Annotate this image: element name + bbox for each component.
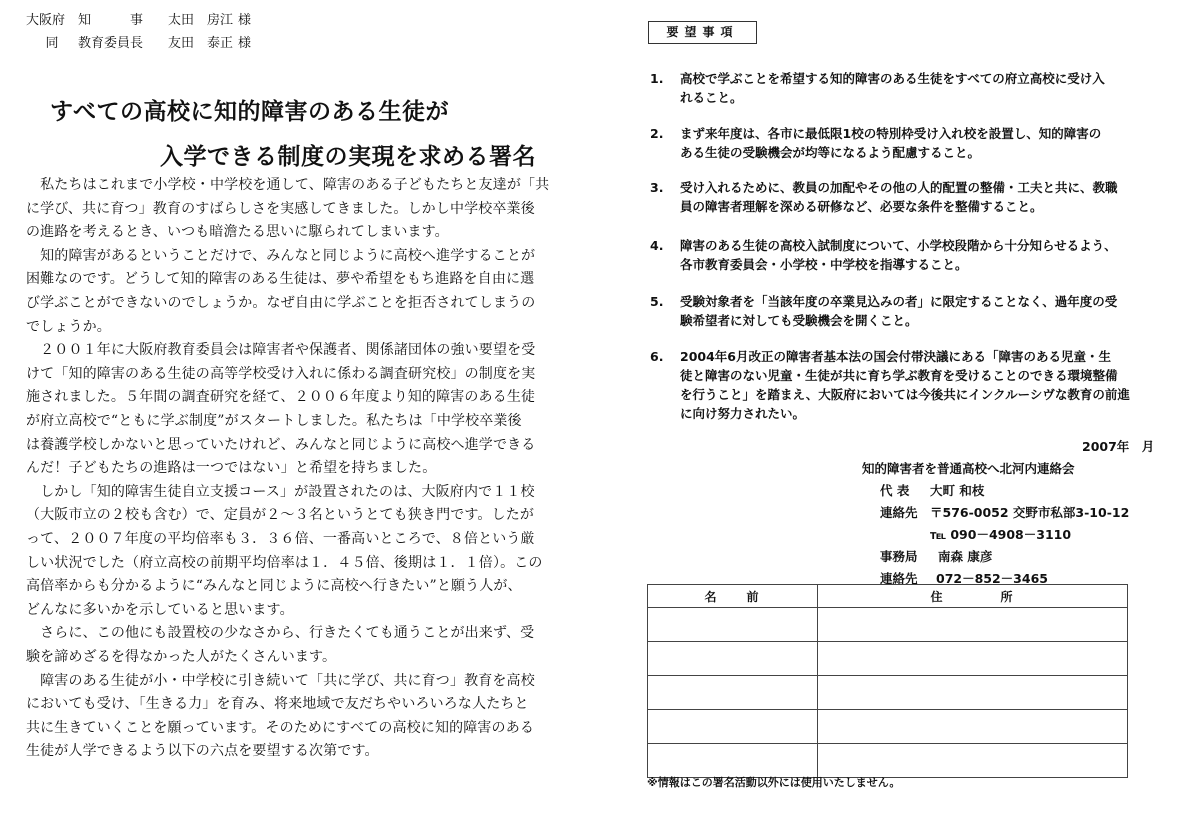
addressee-governor: 大阪府 知 事 太田 房江 様 xyxy=(26,13,252,28)
request-text-line: 徒と障害のない児童・生徒が共に育ち学ぶ教育を受けることのできる環境整備 xyxy=(680,368,1118,383)
request-number: 4. xyxy=(650,238,664,253)
request-text-line: 高校で学ぶことを希望する知的障害のある生徒をすべての府立高校に受け入 xyxy=(680,71,1105,86)
body-line: しい状況でした（府立高校の前期平均倍率は１．４５倍、後期は１．１倍）。この xyxy=(26,554,543,571)
request-text-line: ある生徒の受験機会が均等になるよう配慮すること。 xyxy=(680,145,981,160)
name-cell[interactable] xyxy=(648,744,818,778)
name-cell[interactable] xyxy=(648,608,818,642)
office-contact: 連絡先 072－852－3465 xyxy=(880,571,1048,586)
body-line: 共に生きていくことを願っています。そのためにすべての高校に知的障害のある xyxy=(26,719,534,736)
address-cell[interactable] xyxy=(818,642,1128,676)
body-line: 知的障害があるということだけで、みんなと同じように高校へ進学することが xyxy=(26,247,536,264)
request-text-line: れること。 xyxy=(680,90,743,105)
request-text-line: 受け入れるために、教員の加配やその他の人的配置の整備・工夫と共に、教職 xyxy=(680,180,1118,195)
request-text-line: に向け努力されたい。 xyxy=(680,406,806,421)
body-line: は養護学校しかないと思っていたけれど、みんなと同じように高校へ進学できる xyxy=(26,436,536,453)
request-number: 1. xyxy=(650,71,664,86)
signature-row xyxy=(648,642,1128,676)
body-line: が府立高校で“ともに学ぶ制度”がスタートしました。私たちは「中学校卒業後 xyxy=(26,413,522,429)
request-item xyxy=(650,69,1170,107)
body-line: においても受け、「生きる力」を育み、将来地域で友だちやいろいろな人たちと xyxy=(26,696,529,713)
address-cell[interactable] xyxy=(818,676,1128,710)
body-line: （大阪市立の２校も含む）で、定員が２～３名というとても狭き門です。したが xyxy=(26,507,534,524)
body-line: 施されました。５年間の調査研究を経て、２００６年度より知的障害のある生徒 xyxy=(26,389,536,406)
signature-row xyxy=(648,676,1128,710)
representative: 代 表 大町 和枝 xyxy=(880,483,985,498)
address-cell[interactable] xyxy=(818,744,1128,778)
request-item xyxy=(650,236,1170,274)
body-line: どんなに多いかを示していると思います。 xyxy=(26,601,294,618)
body-line: 験を諦めざるを得なかった人がたくさんいます。 xyxy=(26,649,337,665)
body-line: さらに、この他にも設置校の少なさから、行きたくても通うことが出来ず、受 xyxy=(26,625,535,642)
request-text-line: 各市教育委員会・小学校・中学校を指導すること。 xyxy=(680,257,968,272)
addressee-education-chair: 同 教育委員長 友田 泰正 様 xyxy=(45,36,252,51)
request-text-line: 障害のある生徒の高校入試制度について、小学校段階から十分知らせるよう、 xyxy=(680,238,1117,253)
requests-heading: 要望事項 xyxy=(648,21,757,44)
header-address: 住 所 xyxy=(818,585,1128,608)
body-line: 障害のある生徒が小・中学校に引き続いて「共に学び、共に育つ」教育を高校 xyxy=(26,672,535,689)
name-cell[interactable] xyxy=(648,676,818,710)
body-line: 私たちはこれまで小学校・中学校を通して、障害のある子どもたちと友達が「共 xyxy=(26,177,550,193)
request-text-line: 員の障害者理解を深める研修など、必要な条件を整備すること。 xyxy=(680,199,1043,214)
body-line: 困難なのです。どうして知的障害のある生徒は、夢や希望をもち進路を自由に選 xyxy=(26,271,535,288)
body-line: ２００１年に大阪府教育委員会は障害者や保護者、関係諸団体の強い要望を受 xyxy=(26,342,536,359)
signature-row xyxy=(648,608,1128,642)
body-line: び学ぶことができないのでしょうか。なぜ自由に学ぶことを拒否されてしまうの xyxy=(26,295,536,311)
office: 事務局 南森 康彦 xyxy=(880,549,993,564)
date: 2007年 月 xyxy=(1082,439,1155,454)
request-text-line: を行うこと」を踏まえ、大阪府においては今後共にインクルーシヴな教育の前進 xyxy=(680,387,1130,402)
request-item xyxy=(650,347,1170,423)
signature-row xyxy=(648,744,1128,778)
request-number: 2. xyxy=(650,126,664,141)
request-text-line: まず来年度は、各市に最低限1校の特別枠受け入れ校を設置し、知的障害の xyxy=(680,126,1102,141)
body-line: 生徒が人学できるよう以下の六点を要望する次第です。 xyxy=(26,743,379,760)
request-number: 3. xyxy=(650,180,664,195)
body-line: しかし「知的障害生徒自立支援コース」が設置されたのは、大阪府内で１１校 xyxy=(26,483,535,500)
title-line-2: 入学できる制度の実現を求める署名 xyxy=(160,144,536,170)
request-number: 6. xyxy=(650,349,664,364)
body-line: って、２００７年度の平均倍率も３．３６倍、一番高いところで、８倍という厳 xyxy=(26,531,535,547)
name-cell[interactable] xyxy=(648,710,818,744)
signature-row xyxy=(648,710,1128,744)
body-line: けて「知的障害のある生徒の高等学校受け入れに係わる調査研究校」の制度を実 xyxy=(26,365,536,382)
body-line: んだ！子どもたちの進路は一つではない」と希望を持ちました。 xyxy=(26,460,437,477)
body-line: 高倍率からも分かるように“みんなと同じように高校へ行きたい”と願う人が、 xyxy=(26,578,522,595)
organization-name: 知的障害者を普通高校へ北河内連絡会 xyxy=(862,461,1075,476)
request-text-line: 2004年6月改正の障害者基本法の国会付帯決議にある「障害のある児童・生 xyxy=(680,349,1111,364)
address-cell[interactable] xyxy=(818,608,1128,642)
privacy-footnote: ※情報はこの署名活動以外には使用いたしません。 xyxy=(647,776,901,789)
address-cell[interactable] xyxy=(818,710,1128,744)
request-number: 5. xyxy=(650,294,664,309)
contact-tel: ℡ 090－4908－3110 xyxy=(930,527,1072,542)
contact-address: 連絡先 〒576-0052 交野市私部3-10-12 xyxy=(880,505,1130,520)
request-text-line: 受験対象者を「当該年度の卒業見込みの者」に限定することなく、過年度の受 xyxy=(680,294,1118,309)
signature-table xyxy=(647,584,1128,778)
body-line: でしょうか。 xyxy=(26,318,111,335)
body-line: の進路を考えるとき、いつも暗澹たる思いに駆られてしまいます。 xyxy=(26,224,449,241)
body-line: に学び、共に育つ」教育のすばらしさを実感してきました。しかし中学校卒業後 xyxy=(26,200,535,217)
request-item xyxy=(650,292,1170,330)
request-text-line: 験希望者に対しても受験機会を開くこと。 xyxy=(680,313,918,328)
title-line-1: すべての高校に知的障害のある生徒が xyxy=(50,99,450,125)
header-name: 名 前 xyxy=(648,585,818,608)
request-item xyxy=(650,178,1170,216)
name-cell[interactable] xyxy=(648,642,818,676)
request-item xyxy=(650,124,1170,162)
